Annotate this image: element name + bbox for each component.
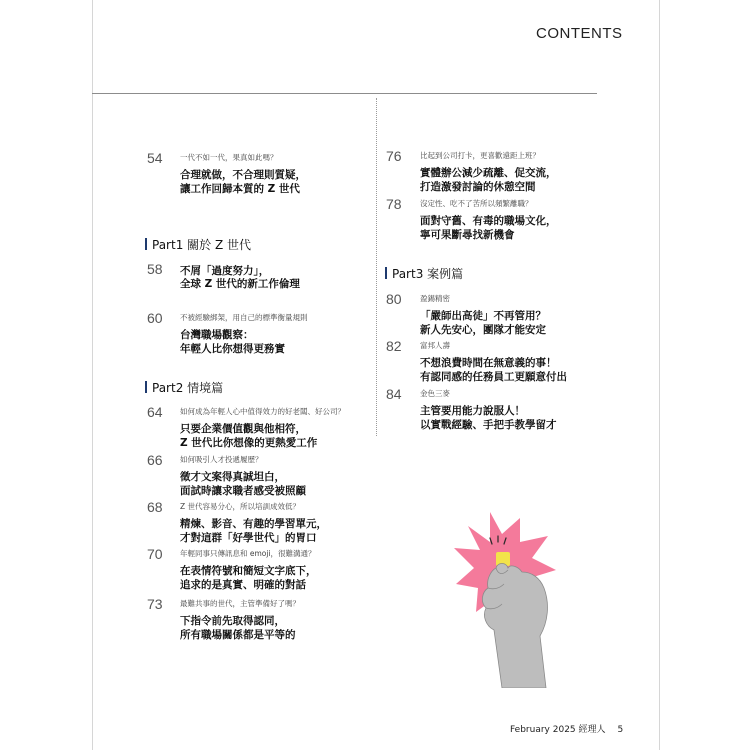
entry-title-line2: 新人先安心，團隊才能安定 xyxy=(420,324,546,336)
section-heading-label: Part3 案例篇 xyxy=(392,267,464,281)
entry-title-line2: 追求的是真實、明確的對話 xyxy=(180,579,306,591)
page-border-right xyxy=(659,0,660,750)
page-number: 76 xyxy=(386,148,402,164)
page-number: 58 xyxy=(147,261,163,277)
column-divider xyxy=(376,98,377,436)
page-number: 66 xyxy=(147,452,163,468)
entry-title-line1: 精煉、影音、有趣的學習單元， xyxy=(180,518,327,530)
entry-title-line1: 主管要用能力說服人！ xyxy=(420,405,525,417)
entry-subtitle: Z 世代容易分心，所以培訓成效低？ xyxy=(180,502,301,511)
section-heading-part3 xyxy=(385,265,463,282)
entry-title-line1: 不屑「過度努力」， xyxy=(180,265,270,277)
entry-subtitle: 一代不如一代，果真如此嗎？ xyxy=(180,153,278,162)
entry-title-line1: 在表情符號和簡短文字底下， xyxy=(180,565,317,577)
page-number: 82 xyxy=(386,338,402,354)
entry-title-line2: 寧可果斷尋找新機會 xyxy=(420,229,515,241)
page-number: 80 xyxy=(386,291,402,307)
entry-subtitle: 富邦人壽 xyxy=(420,341,450,350)
entry-title-line1: 台灣職場觀察： xyxy=(180,329,254,341)
page-number: 73 xyxy=(147,596,163,612)
entry-subtitle: 如何吸引人才投遞履歷？ xyxy=(180,455,263,464)
hand-holding-starburst-icon xyxy=(452,512,562,688)
issue-label: February 2025 經理人 xyxy=(510,725,606,735)
entry-title-line2: 讓工作回歸本質的 Z 世代 xyxy=(180,183,300,195)
section-heading-part1 xyxy=(145,236,251,253)
section-accent-bar xyxy=(145,381,147,393)
page-number: 70 xyxy=(147,546,163,562)
section-heading-label: Part1 關於 Z 世代 xyxy=(152,238,251,252)
page-number: 64 xyxy=(147,404,163,420)
entry-title-line2: 才對這群「好學世代」的胃口 xyxy=(180,532,317,544)
entry-subtitle: 年輕同事只傳訊息和 emoji，很難溝通？ xyxy=(180,549,316,558)
section-accent-bar xyxy=(385,267,387,279)
page-number: 78 xyxy=(386,196,402,212)
entry-title-line1: 徵才文案得真誠坦白， xyxy=(180,471,285,483)
entry-subtitle: 最難共事的世代，主管準備好了嗎？ xyxy=(180,599,300,608)
page-number: 68 xyxy=(147,499,163,515)
entry-title-line1: 不想浪費時間在無意義的事！ xyxy=(420,357,557,369)
entry-title-line2: 所有職場關係都是平等的 xyxy=(180,629,296,641)
entry-title-line2: 打造激發討論的休憩空間 xyxy=(420,181,536,193)
section-heading-part2 xyxy=(145,379,223,396)
entry-title-line2: 全球 Z 世代的新工作倫理 xyxy=(180,278,300,290)
entry-title-line1: 只要企業價值觀與他相符， xyxy=(180,423,306,435)
page-footer xyxy=(510,722,623,735)
entry-title-line1: 下指令前先取得認同， xyxy=(180,615,285,627)
entry-title-line1: 實體辦公減少疏離、促交流， xyxy=(420,167,557,179)
entry-title-line2: Z 世代比你想像的更熱愛工作 xyxy=(180,437,318,449)
entry-subtitle: 金色三麥 xyxy=(420,389,450,398)
entry-title-line2: 以實戰經驗、手把手教學留才 xyxy=(420,419,557,431)
entry-title-line2: 年輕人比你想得更務實 xyxy=(180,343,285,355)
section-heading-label: Part2 情境篇 xyxy=(152,381,224,395)
entry-title-line1: 「嚴師出高徒」不再管用？ xyxy=(420,310,546,322)
entry-subtitle: 盈錫精密 xyxy=(420,294,450,303)
hand-icon xyxy=(482,564,547,689)
entry-title-line2: 面試時讓求職者感受被照顧 xyxy=(180,485,306,497)
entry-title-line1: 合理就做，不合理則質疑， xyxy=(180,169,306,181)
page-title: CONTENTS xyxy=(536,25,623,42)
entry-subtitle: 比起到公司打卡，更喜歡遠距上班？ xyxy=(420,151,540,160)
entry-subtitle: 沒定性、吃不了苦所以頻繁離職？ xyxy=(420,199,533,208)
entry-title-line1: 面對守舊、有毒的職場文化， xyxy=(420,215,557,227)
page-number: 60 xyxy=(147,310,163,326)
entry-title-line2: 有認同感的任務員工更願意付出 xyxy=(420,371,567,383)
header-rule xyxy=(92,93,597,94)
entry-subtitle: 不被經驗綁架，用自己的標準衡量規則 xyxy=(180,313,308,322)
page-number: 54 xyxy=(147,150,163,166)
page-border-left xyxy=(92,0,93,750)
section-accent-bar xyxy=(145,238,147,250)
footer-page-number: 5 xyxy=(617,725,624,735)
entry-subtitle: 如何成為年輕人心中值得效力的好老闆、好公司？ xyxy=(180,407,345,416)
page-number: 84 xyxy=(386,386,402,402)
